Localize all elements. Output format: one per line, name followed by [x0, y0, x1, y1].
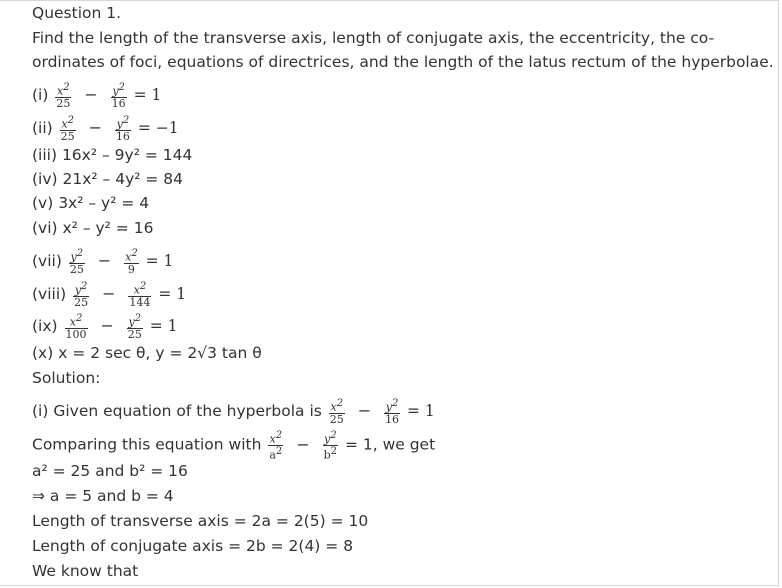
denominator: $b^2$	[323, 445, 337, 462]
part-v: (v) 3x² – y² = 4	[32, 194, 150, 212]
numerator: $x^2$	[125, 248, 138, 264]
minus-sign: −	[102, 283, 116, 303]
minus-sign: −	[100, 315, 114, 335]
fraction	[60, 115, 76, 142]
equation-rhs: = 1	[158, 284, 187, 303]
part-vi: (vi) x² – y² = 16	[32, 219, 154, 237]
solution-given-line	[32, 398, 435, 425]
minus-sign: −	[357, 400, 372, 420]
solution-compare-line	[32, 430, 435, 460]
minus-sign: −	[296, 434, 310, 454]
minus-sign: −	[88, 117, 102, 137]
numerator: $x^2$	[61, 115, 74, 131]
part-iii: (iii) 16x² – 9y² = 144	[32, 146, 193, 164]
fraction	[127, 313, 143, 340]
equation-rhs: = 1	[133, 85, 162, 104]
fraction	[128, 281, 151, 308]
numerator: $y^2$	[112, 82, 125, 98]
minus-sign: −	[84, 84, 98, 104]
numerator: $y^2$	[74, 281, 88, 297]
fraction	[111, 82, 127, 109]
fraction	[69, 248, 85, 275]
numerator: $x^2$	[330, 398, 344, 414]
fraction	[268, 430, 283, 460]
denominator: 100	[65, 327, 87, 341]
numerator: $x^2$	[133, 281, 147, 297]
given-prefix: (i) Given equation of the hyperbola is	[32, 401, 322, 420]
denominator: 25	[74, 295, 89, 309]
denominator: 16	[385, 412, 400, 426]
numerator: $x^2$	[269, 430, 283, 446]
question-text-line-2: ordinates of foci, equations of directrices, and the length of the latus rectum of the hyperbolae.	[32, 53, 774, 71]
denominator: 25	[56, 96, 71, 110]
part-label: (vii)	[32, 251, 62, 270]
part-ix	[32, 313, 178, 340]
numerator: $y^2$	[385, 398, 399, 414]
minus-sign: −	[97, 250, 112, 270]
fraction	[73, 281, 89, 308]
equation-rhs: = 1	[149, 316, 178, 335]
denominator: 25	[60, 129, 75, 143]
numerator: $y^2$	[70, 248, 84, 264]
part-x: (x) x = 2 sec θ, y = 2√3 tan θ	[32, 344, 262, 362]
denominator: 9	[124, 263, 139, 275]
part-ii	[32, 115, 179, 142]
part-label: (viii)	[32, 284, 67, 303]
denominator: 25	[329, 412, 344, 426]
part-vii	[32, 248, 173, 275]
solution-we-know: We know that	[32, 562, 139, 580]
fraction	[329, 398, 345, 425]
part-iv: (iv) 21x² – 4y² = 84	[32, 170, 184, 188]
denominator: 25	[127, 327, 142, 341]
denominator: 16	[115, 129, 130, 143]
numerator: $y^2$	[323, 430, 337, 446]
question-heading: Question 1.	[32, 4, 122, 22]
fraction	[124, 248, 139, 275]
solution-conjugate-axis: Length of conjugate axis = 2b = 2(4) = 8	[32, 537, 354, 555]
denominator: 16	[111, 96, 126, 110]
part-label: (ii)	[32, 118, 53, 137]
equation-rhs: = 1	[145, 251, 174, 270]
solution-ab-values: ⇒ a = 5 and b = 4	[32, 487, 174, 505]
part-viii	[32, 281, 186, 308]
question-text-line-1: Find the length of the transverse axis, length of conjugate axis, the eccentricity, the co-	[32, 29, 715, 47]
fraction	[384, 398, 400, 425]
solution-ab-squared: a² = 25 and b² = 16	[32, 462, 188, 480]
numerator: $y^2$	[128, 313, 142, 329]
part-i	[32, 82, 161, 109]
fraction	[323, 430, 338, 460]
fraction	[115, 115, 131, 142]
solution-label: Solution:	[32, 369, 101, 387]
denominator: 25	[69, 262, 84, 276]
denominator: $a^2$	[269, 445, 283, 462]
fraction	[65, 313, 88, 340]
equation-rhs: = 1	[407, 401, 435, 420]
part-label: (i)	[32, 85, 49, 104]
solution-transverse-axis: Length of transverse axis = 2a = 2(5) = 10	[32, 512, 369, 530]
numerator: $x^2$	[69, 313, 83, 329]
compare-rhs: = 1, we get	[344, 435, 436, 454]
numerator: $y^2$	[116, 115, 130, 131]
equation-rhs: = −1	[137, 118, 179, 137]
numerator: $x^2$	[57, 82, 70, 98]
compare-prefix: Comparing this equation with	[32, 435, 262, 454]
fraction	[55, 82, 71, 109]
denominator: 144	[129, 295, 151, 309]
part-label: (ix)	[32, 316, 58, 335]
